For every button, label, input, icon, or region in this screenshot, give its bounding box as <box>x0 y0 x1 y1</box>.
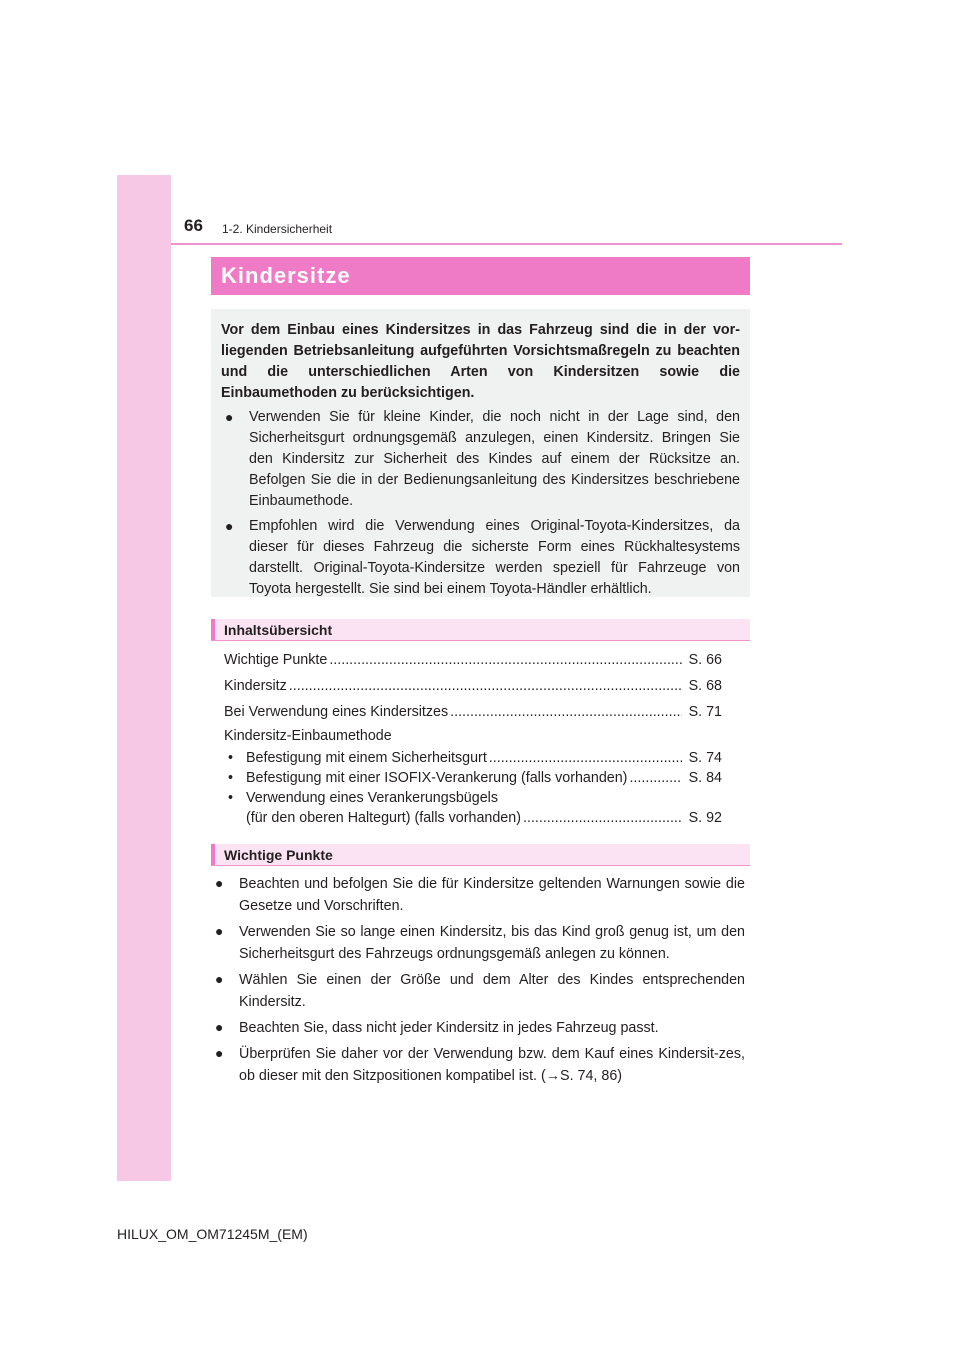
toc-leader <box>489 750 682 766</box>
bullet-icon: ● <box>215 875 224 891</box>
bullet-icon: ● <box>225 518 234 534</box>
important-points-list <box>211 873 745 1091</box>
header-rule <box>171 243 842 245</box>
toc-heading-text: Inhaltsübersicht <box>224 622 333 638</box>
sub-bullet-icon: • <box>228 790 234 806</box>
intro-bullet <box>221 407 740 512</box>
intro-text: Vor dem Einbau eines Kindersitzes in das Fahrzeug sind die in der vor-liegenden Betriebsanleitung aufgeführten Vorsichtsmaßregeln zu beachten und die unterschiedlichen Arten von Kindersitzen sowie die Einbaumethoden zu berücksichtigen. <box>221 322 740 401</box>
intro-bullet <box>221 516 740 600</box>
toc-item[interactable] <box>224 700 722 720</box>
table-of-contents <box>224 648 722 826</box>
points-heading-text: Wichtige Punkte <box>224 847 333 863</box>
intro-bullet-text: Empfohlen wird die Verwendung eines Original-Toyota-Kindersitzes, da dieser für dieses Fahrzeug die sicherste Form eines Rückhaltesystems darstellt. Original-Toyota-Kindersitze werden speziell für Fahrzeuge von Toyota hergestellt. Sie sind bei einem Toyota-Händler erhältlich. <box>249 518 740 597</box>
point-item <box>211 873 745 917</box>
points-heading <box>211 844 750 866</box>
toc-sub-item-page: S. 74 <box>688 750 722 766</box>
point-text: Beachten und befolgen Sie die für Kindersitze geltenden Warnungen sowie die Gesetze und Vorschriften. <box>239 876 745 914</box>
bullet-icon: ● <box>215 1019 224 1035</box>
toc-sub-item-page: S. 92 <box>688 810 722 826</box>
point-item <box>211 1017 745 1039</box>
toc-sub-item-continuation[interactable] <box>224 806 722 826</box>
bullet-icon: ● <box>225 409 234 425</box>
toc-sub-item-label: (für den oberen Haltegurt) (falls vorhanden) <box>246 810 521 826</box>
point-text: Beachten Sie, dass nicht jeder Kindersitz in jedes Fahrzeug passt. <box>239 1020 659 1036</box>
toc-sub-item-label: Befestigung mit einer ISOFIX-Verankerung (falls vorhanden) <box>246 770 628 786</box>
toc-item[interactable] <box>224 648 722 668</box>
toc-heading <box>211 619 750 641</box>
toc-item-label: Bei Verwendung eines Kindersitzes <box>224 704 449 720</box>
toc-item-label: Kindersitz <box>224 678 287 694</box>
point-item <box>211 1043 745 1087</box>
point-text: Wählen Sie einen der Größe und dem Alter des Kindes entsprechenden Kindersitz. <box>239 972 745 1010</box>
toc-item-label: Wichtige Punkte <box>224 652 328 668</box>
point-text: Überprüfen Sie daher vor der Verwendung bzw. dem Kauf eines Kindersit-zes, ob dieser mit den Sitzpositionen kompatibel ist. (→S. 74, 86) <box>239 1046 745 1084</box>
sub-bullet-icon: • <box>228 750 234 766</box>
toc-leader <box>629 770 682 786</box>
section-label: 1-2. Kindersicherheit <box>222 222 333 236</box>
toc-item-page: S. 71 <box>688 704 722 720</box>
toc-leader <box>450 704 682 720</box>
sub-bullet-icon: • <box>228 770 234 786</box>
side-tab-bar <box>117 175 171 1181</box>
toc-leader <box>289 678 682 694</box>
bullet-icon: ● <box>215 971 224 987</box>
title-banner <box>211 257 750 295</box>
toc-item-page: S. 66 <box>688 652 722 668</box>
toc-sub-item[interactable] <box>224 766 722 786</box>
toc-sub-item[interactable] <box>224 746 722 766</box>
page-title: Kindersitze <box>221 263 351 288</box>
toc-sub-item-label: Befestigung mit einem Sicherheitsgurt <box>246 750 487 766</box>
toc-sub-item-label: Verwendung eines Verankerungsbügels <box>246 790 498 806</box>
toc-leader <box>329 652 682 668</box>
point-item <box>211 921 745 965</box>
toc-leader <box>523 810 682 826</box>
toc-sub-item[interactable] <box>224 786 722 806</box>
bullet-icon: ● <box>215 923 224 939</box>
toc-item[interactable] <box>224 674 722 694</box>
intro-box <box>211 309 750 597</box>
toc-item-page: S. 68 <box>688 678 722 694</box>
footer-code: HILUX_OM_OM71245M_(EM) <box>117 1226 308 1242</box>
bullet-icon: ● <box>215 1045 224 1061</box>
page-number: 66 <box>184 216 203 235</box>
toc-group-label: Kindersitz-Einbaumethode <box>224 728 392 744</box>
point-item <box>211 969 745 1013</box>
point-text: Verwenden Sie so lange einen Kindersitz, bis das Kind groß genug ist, um den Sicherheitsgurt des Fahrzeugs ordnungsgemäß anlegen zu können. <box>239 924 745 962</box>
intro-bullet-text: Verwenden Sie für kleine Kinder, die noch nicht in der Lage sind, den Sicherheitsgurt ordnungsgemäß anzulegen, einen Kindersitz. Bringen Sie den Kindersitz zur Sicherheit des Kindes auf einem der Rücksitze an. Befolgen Sie die in der Bedienungsanleitung des Kindersitzes beschriebene Einbaumethode. <box>249 409 740 509</box>
toc-sub-item-page: S. 84 <box>688 770 722 786</box>
